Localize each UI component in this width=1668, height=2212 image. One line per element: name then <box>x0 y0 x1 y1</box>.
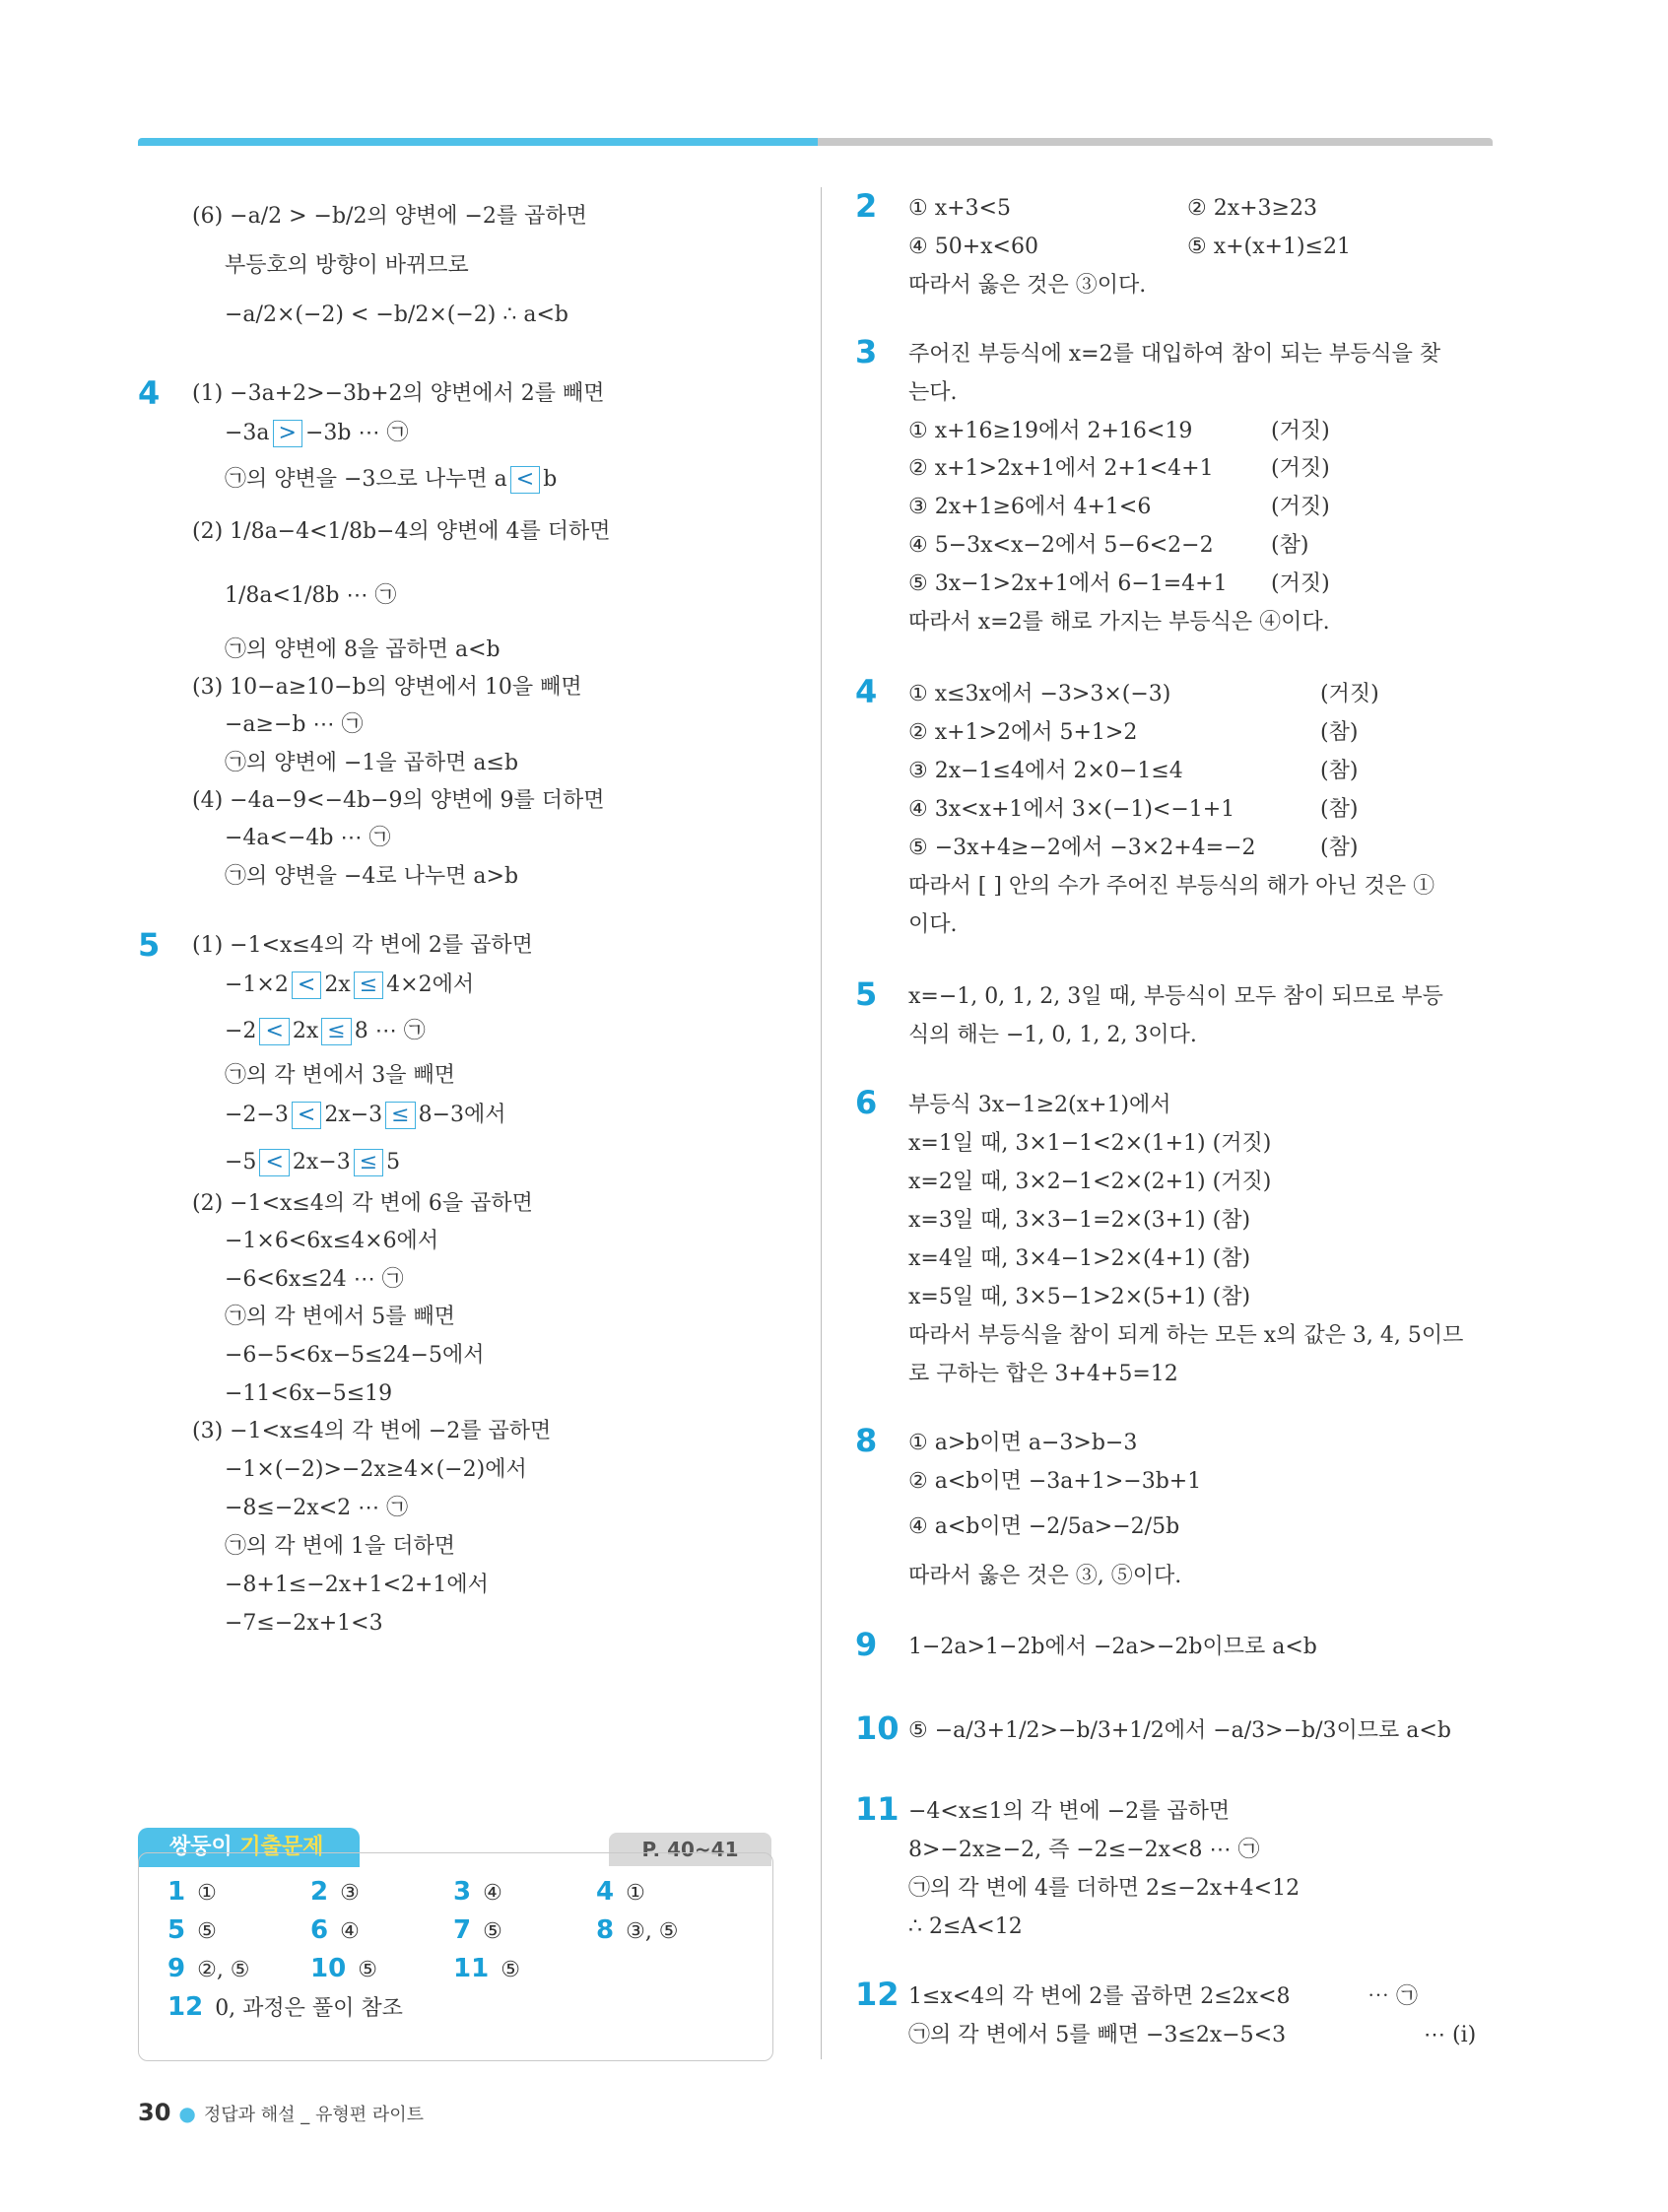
math-text: −1×2 <box>225 972 289 997</box>
answer-item: 4 ① <box>596 1877 645 1907</box>
math-text: 4×2에서 <box>386 972 475 997</box>
answer-box: ≤ <box>321 1018 351 1045</box>
answer-box: > <box>273 420 302 447</box>
math-text: 2x−3 <box>292 1150 351 1174</box>
problem-number: 6 <box>855 1084 878 1121</box>
problem-number: 3 <box>855 333 878 370</box>
text-line: ∴ 2≤A<12 <box>908 1914 1023 1939</box>
math-text: 2x <box>292 1019 319 1043</box>
page-number: 30 <box>138 2099 171 2126</box>
text-line: 식의 해는 −1, 0, 1, 2, 3이다. <box>908 1023 1197 1047</box>
text-line: ① x+3<5 <box>908 196 1011 221</box>
math-text: 2x <box>324 972 351 997</box>
text-line: (참) <box>1320 759 1359 783</box>
answer-item: 1 ① <box>167 1877 217 1907</box>
text-line: 이다. <box>908 912 958 937</box>
problem-number: 11 <box>855 1790 900 1828</box>
text-line: (거짓) <box>1271 456 1330 481</box>
text-line: 주어진 부등식에 x=2를 대입하여 참이 되는 부등식을 찾 <box>908 342 1441 367</box>
text-line: ㉠의 각 변에서 5를 빼면 −3≤2x−5<3 <box>908 2023 1287 2047</box>
answer-box: < <box>510 466 540 494</box>
text-line: (1) −1<x≤4의 각 변에 2를 곱하면 <box>192 933 533 958</box>
text-line: ⑤ −a/3+1/2>−b/3+1/2에서 −a/3>−b/3이므로 a<b <box>908 1718 1451 1743</box>
answer-item: 7 ⑤ <box>453 1915 502 1945</box>
problem-number: 4 <box>138 374 161 412</box>
footer-title: 정답과 해설 _ 유형편 라이트 <box>203 2105 425 2125</box>
text-line: ㉠의 각 변에 1을 더하면 <box>225 1534 455 1559</box>
text-line <box>225 1101 506 1130</box>
text-line: 부등호의 방향이 바뀌므로 <box>225 253 469 278</box>
answer-item: 12 0, 과정은 풀이 참조 <box>167 1992 403 2022</box>
text-line: ⑤ 3x−1>2x+1에서 6−1=4+1 <box>908 571 1228 596</box>
text-line: ① x+16≥19에서 2+16<19 <box>908 419 1193 443</box>
text-line: −6−5<6x−5≤24−5에서 <box>225 1343 485 1368</box>
problem-number: 12 <box>855 1976 900 2013</box>
text-line: (참) <box>1271 533 1309 558</box>
text-line: ㉠의 각 변에서 5를 빼면 <box>225 1305 455 1329</box>
answer-box: ≤ <box>385 1102 415 1129</box>
column-divider <box>821 187 822 2059</box>
text-line: ④ 50+x<60 <box>908 235 1038 259</box>
text-line: (2) 1/8a−4<1/8b−4의 양변에 4를 더하면 <box>192 519 611 544</box>
problem-number: 2 <box>855 187 878 225</box>
text-line: −4<x≤1의 각 변에 −2를 곱하면 <box>908 1799 1231 1824</box>
text-line: ① x≤3x에서 −3>3×(−3) <box>908 682 1171 706</box>
text-line: (거짓) <box>1271 495 1330 519</box>
text-line: (거짓) <box>1271 571 1330 596</box>
text-line: −8≤−2x<2 ⋯ ㉠ <box>225 1496 409 1520</box>
text-line: (참) <box>1320 797 1359 822</box>
math-text: −2−3 <box>225 1103 289 1127</box>
text-line: (4) −4a−9<−4b−9의 양변에 9를 더하면 <box>192 788 605 813</box>
math-text: 5 <box>386 1150 401 1174</box>
header-bar-gray <box>818 138 1493 146</box>
text-line: 따라서 부등식을 참이 되게 하는 모든 x의 값은 3, 4, 5이므 <box>908 1323 1464 1348</box>
answer-box: ≤ <box>354 1149 383 1176</box>
text-line: 따라서 옳은 것은 ③이다. <box>908 273 1147 298</box>
answer-item: 11 ⑤ <box>453 1954 520 1983</box>
math-text: −3b ⋯ ㉠ <box>304 421 409 445</box>
answer-item: 10 ⑤ <box>310 1954 377 1983</box>
text-line: x=5일 때, 3×5−1>2×(5+1) (참) <box>908 1285 1251 1309</box>
text-line: −1×6<6x≤4×6에서 <box>225 1229 439 1253</box>
text-line: (1) −3a+2>−3b+2의 양변에서 2를 빼면 <box>192 381 605 406</box>
text-line: x=3일 때, 3×3−1=2×(3+1) (참) <box>908 1208 1251 1233</box>
math-text: −3a <box>225 421 270 445</box>
text-line: ㉠의 양변을 −4로 나누면 a>b <box>225 864 519 889</box>
text-line: (거짓) <box>1271 419 1330 443</box>
text-line <box>225 419 409 448</box>
answer-item: 9 ②, ⑤ <box>167 1954 250 1983</box>
text-line: −a≥−b ⋯ ㉠ <box>225 712 364 737</box>
text-line: ㉠의 양변에 8을 곱하면 a<b <box>225 637 500 662</box>
text-line: x=4일 때, 3×4−1>2×(4+1) (참) <box>908 1246 1251 1271</box>
answer-box: < <box>259 1018 289 1045</box>
problem-number: 10 <box>855 1709 900 1747</box>
text-line: (2) −1<x≤4의 각 변에 6을 곱하면 <box>192 1191 533 1216</box>
text-line <box>225 971 474 1000</box>
text-line: ⑤ −3x+4≥−2에서 −3×2+4=−2 <box>908 836 1256 860</box>
text-line: 1≤x<4의 각 변에 2를 곱하면 2≤2x<8 <box>908 1984 1291 2009</box>
text-line: x=1일 때, 3×1−1<2×(1+1) (거짓) <box>908 1131 1272 1156</box>
text-line: −1×(−2)>−2x≥4×(−2)에서 <box>225 1457 527 1482</box>
text-line: 8>−2x≥−2, 즉 −2≤−2x<8 ⋯ ㉠ <box>908 1838 1260 1862</box>
text-line: 따라서 옳은 것은 ③, ⑤이다. <box>908 1564 1182 1588</box>
text-line: ⋯ (i) <box>1424 2023 1477 2047</box>
text-line: −11<6x−5≤19 <box>225 1381 393 1406</box>
math-text: ㉠의 양변을 −3으로 나누면 a <box>225 467 507 492</box>
text-line <box>225 465 557 495</box>
text-line: 따라서 [ ] 안의 수가 주어진 부등식의 해가 아닌 것은 ① <box>908 874 1435 899</box>
text-line: ① a>b이면 a−3>b−3 <box>908 1431 1138 1455</box>
text-line: ② x+1>2에서 5+1>2 <box>908 720 1138 745</box>
answer-box: < <box>259 1149 289 1176</box>
text-line: −4a<−4b ⋯ ㉠ <box>225 826 391 850</box>
answer-box: < <box>292 1102 321 1129</box>
problem-number: 9 <box>855 1626 878 1663</box>
text-line: 로 구하는 합은 3+4+5=12 <box>908 1362 1178 1386</box>
card-title: 쌍둥이 <box>169 1835 240 1859</box>
answer-box: ≤ <box>354 972 383 999</box>
text-line: (거짓) <box>1320 682 1379 706</box>
text-line: (3) 10−a≥10−b의 양변에서 10을 빼면 <box>192 675 582 700</box>
text-line: ③ 2x+1≥6에서 4+1<6 <box>908 495 1152 519</box>
text-line: (참) <box>1320 720 1359 745</box>
problem-number: 4 <box>855 673 878 710</box>
text-line <box>225 1017 426 1046</box>
text-line: 부등식 3x−1≥2(x+1)에서 <box>908 1093 1171 1117</box>
text-line: (참) <box>1320 836 1359 860</box>
answer-item: 5 ⑤ <box>167 1915 217 1945</box>
math-text: 8 ⋯ ㉠ <box>354 1019 426 1043</box>
text-line: ㉠의 각 변에서 3을 빼면 <box>225 1063 455 1088</box>
text-line: ④ 5−3x<x−2에서 5−6<2−2 <box>908 533 1214 558</box>
math-text: −2 <box>225 1019 257 1043</box>
text-line: −7≤−2x+1<3 <box>225 1611 383 1636</box>
text-line: ③ 2x−1≤4에서 2×0−1≤4 <box>908 759 1183 783</box>
card-page-range: P. 40~41 <box>609 1833 771 1866</box>
text-line: −a/2×(−2) < −b/2×(−2) ∴ a<b <box>225 302 568 327</box>
answer-item: 3 ④ <box>453 1877 502 1907</box>
text-line: ㉠의 양변에 −1을 곱하면 a≤b <box>225 751 519 775</box>
math-text: 2x−3 <box>324 1103 383 1127</box>
text-line: ② 2x+3≥23 <box>1187 196 1317 221</box>
text-line: −6<6x≤24 ⋯ ㉠ <box>225 1267 404 1292</box>
text-line: ④ a<b이면 −2/5a>−2/5b <box>908 1514 1180 1539</box>
text-line: (6) −a/2 > −b/2의 양변에 −2를 곱하면 <box>192 204 587 229</box>
card-title-accent: 기출문제 <box>239 1835 324 1859</box>
math-text: −5 <box>225 1150 257 1174</box>
text-line: 1/8a<1/8b ⋯ ㉠ <box>225 583 397 608</box>
text-line: ② x+1>2x+1에서 2+1<4+1 <box>908 456 1214 481</box>
problem-number: 5 <box>855 975 878 1013</box>
header-bar-blue <box>138 138 818 146</box>
text-line: 1−2a>1−2b에서 −2a>−2b이므로 a<b <box>908 1635 1317 1659</box>
text-line: 따라서 x=2를 해로 가지는 부등식은 ④이다. <box>908 610 1330 635</box>
text-line: 는다. <box>908 380 958 405</box>
text-line: ④ 3x<x+1에서 3×(−1)<−1+1 <box>908 797 1235 822</box>
page-footer <box>138 2099 424 2126</box>
text-line: ⋯ ㉠ <box>1368 1984 1418 2009</box>
text-line: −8+1≤−2x+1<2+1에서 <box>225 1573 489 1597</box>
text-line: ㉠의 각 변에 4를 더하면 2≤−2x+4<12 <box>908 1876 1301 1901</box>
math-text: 8−3에서 <box>418 1103 506 1127</box>
answer-box: < <box>292 972 321 999</box>
math-text: b <box>543 467 558 492</box>
text-line: ② a<b이면 −3a+1>−3b+1 <box>908 1469 1202 1494</box>
problem-number: 5 <box>138 926 161 964</box>
answer-item: 8 ③, ⑤ <box>596 1915 679 1945</box>
answer-item: 6 ④ <box>310 1915 360 1945</box>
text-line: (3) −1<x≤4의 각 변에 −2를 곱하면 <box>192 1419 552 1443</box>
text-line: ⑤ x+(x+1)≤21 <box>1187 235 1351 259</box>
problem-number: 8 <box>855 1422 878 1459</box>
text-line: x=2일 때, 3×2−1<2×(2+1) (거짓) <box>908 1170 1272 1194</box>
answer-item: 2 ③ <box>310 1877 360 1907</box>
bullet-icon: ● <box>178 2102 196 2125</box>
text-line <box>225 1148 400 1177</box>
text-line: x=−1, 0, 1, 2, 3일 때, 부등식이 모두 참이 되므로 부등 <box>908 984 1443 1009</box>
